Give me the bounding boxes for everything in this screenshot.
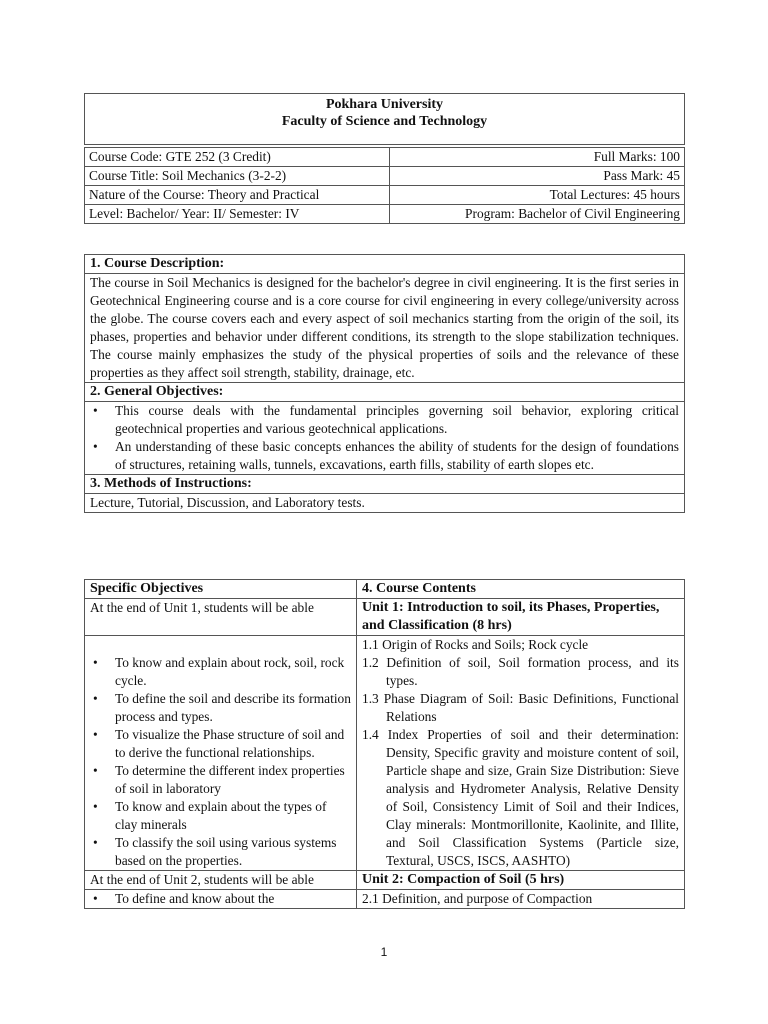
- university-header: [84, 93, 685, 145]
- description-heading: 1. Course Description:: [85, 255, 685, 274]
- unit2-title: Unit 2: Compaction of Soil (5 hrs): [357, 871, 685, 890]
- methods-text: Lecture, Tutorial, Discussion, and Laboratory tests.: [85, 494, 685, 513]
- faculty-name: Faculty of Science and Technology: [281, 114, 488, 129]
- objectives-list: [90, 402, 679, 474]
- unit2-objective: • To define and know about the: [90, 890, 351, 908]
- unit1-objective: • To know and explain about the types of clay minerals: [90, 798, 351, 834]
- unit2-item: 2.1 Definition, and purpose of Compaction: [357, 890, 685, 909]
- unit1-objectives-cell: [85, 636, 357, 871]
- objective-item: • An understanding of these basic concepts enhances the ability of students for the design of foundations of structures, retaining walls, tunnels, excavations, earth fills, stability of earth slopes etc.: [90, 438, 679, 474]
- specific-objectives-heading: Specific Objectives: [85, 580, 357, 599]
- unit2-intro: At the end of Unit 2, students will be able: [85, 871, 357, 890]
- course-code: Course Code: GTE 252 (3 Credit): [85, 148, 390, 167]
- course-level: Level: Bachelor/ Year: II/ Semester: IV: [85, 205, 390, 224]
- unit2-objectives-list: [90, 890, 351, 908]
- unit2-objectives-cell: [85, 890, 357, 909]
- full-marks: Full Marks: 100: [390, 148, 685, 167]
- objectives-heading: 2. General Objectives:: [85, 383, 685, 402]
- unit1-intro: At the end of Unit 1, students will be able: [85, 599, 357, 636]
- unit1-title: Unit 1: Introduction to soil, its Phases, Properties, and Classification (8 hrs): [357, 599, 685, 636]
- unit1-objectives-list: [90, 654, 351, 870]
- total-lectures: Total Lectures: 45 hours: [390, 186, 685, 205]
- objectives-list-cell: [85, 402, 685, 475]
- university-name: Pokhara University: [325, 97, 444, 112]
- course-nature: Nature of the Course: Theory and Practical: [85, 186, 390, 205]
- unit1-objective: • To classify the soil using various systems based on the properties.: [90, 834, 351, 870]
- program: Program: Bachelor of Civil Engineering: [390, 205, 685, 224]
- course-contents-heading: 4. Course Contents: [357, 580, 685, 599]
- page-number: 1: [380, 945, 388, 959]
- description-text: The course in Soil Mechanics is designed for the bachelor's degree in civil engineering. It is the first series in Geotechnical Engineering course and is a core course for civil engineering in every college/university across the globe. The course covers each and every aspect of soil mechanics starting from the origin of the soil, its phases, properties and behavior under different conditions, its strength to the slope stabilization techniques. The course mainly emphasizes the study of the physical properties of soils and the relevance of these properties as they affect soil strength, stability, drainage, etc.: [85, 274, 685, 383]
- unit1-item: 1.2 Definition of soil, Soil formation process, and its types.: [362, 655, 679, 688]
- unit1-contents-cell: [357, 636, 685, 871]
- pass-mark: Pass Mark: 45: [390, 167, 685, 186]
- unit1-item: 1.4 Index Properties of soil and their determination: Density, Specific gravity and moisture content of soil, Particle shape and size, Grain Size Distribution: Sieve analysis and Hydrometer Analysis, Relative Density of Soil, Consistency Limit of Soil and their Indices, Clay minerals: Montmorillonite, Kaolinite, and Illite, and Soil Classification Systems (Particle size, Textural, USCS, ISCS, AASHTO): [362, 727, 679, 868]
- unit1-objective: • To determine the different index properties of soil in laboratory: [90, 762, 351, 798]
- objective-item: • This course deals with the fundamental principles governing soil behavior, exploring critical geotechnical properties and various geotechnical applications.: [90, 402, 679, 438]
- course-info-table: [84, 147, 685, 224]
- course-overview-table: [84, 254, 685, 513]
- unit1-objective: • To define the soil and describe its formation process and types.: [90, 690, 351, 726]
- unit1-objective: • To visualize the Phase structure of soil and to derive the functional relationships.: [90, 726, 351, 762]
- course-title: Course Title: Soil Mechanics (3-2-2): [85, 167, 390, 186]
- course-contents-table: [84, 579, 685, 909]
- unit1-item: 1.3 Phase Diagram of Soil: Basic Definitions, Functional Relations: [362, 691, 679, 724]
- methods-heading: 3. Methods of Instructions:: [85, 475, 685, 494]
- unit1-item: 1.1 Origin of Rocks and Soils; Rock cycle: [362, 637, 589, 652]
- unit1-objective: • To know and explain about rock, soil, rock cycle.: [90, 654, 351, 690]
